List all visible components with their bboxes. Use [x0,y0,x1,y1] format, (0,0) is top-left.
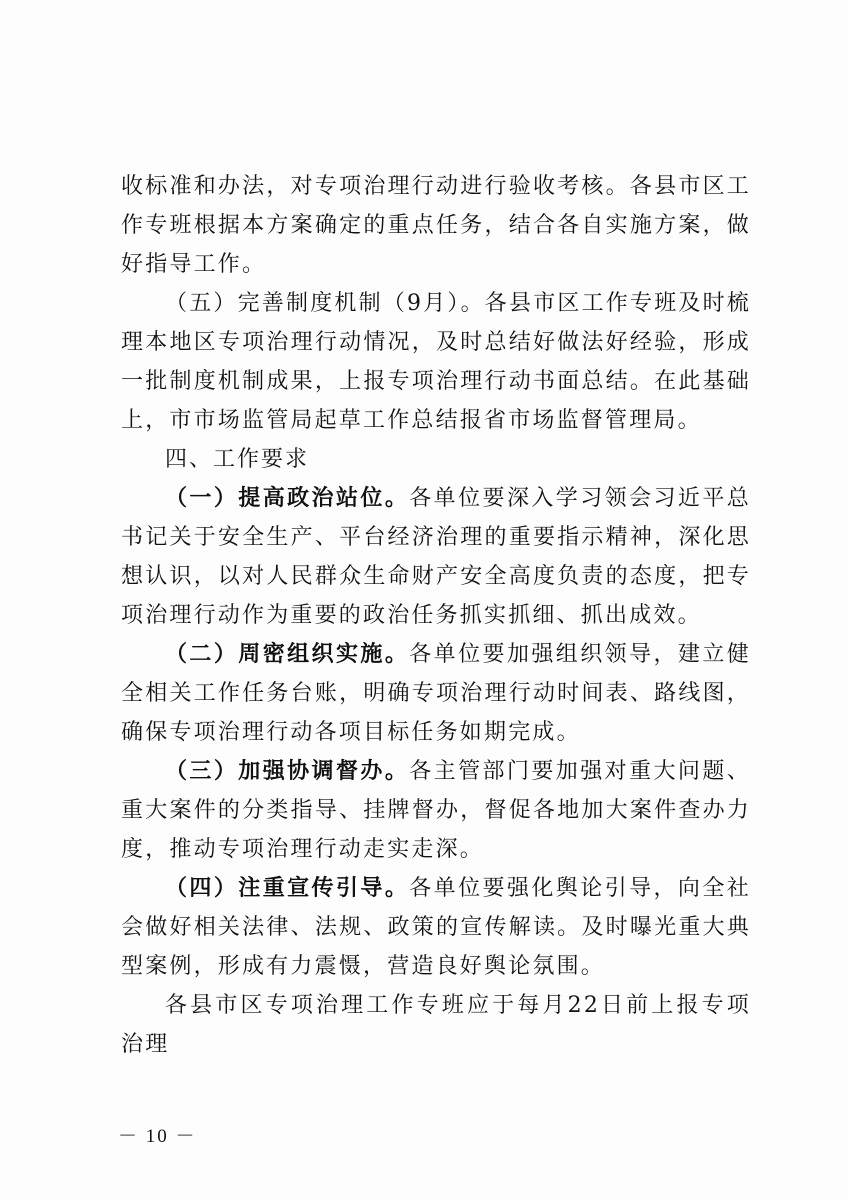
requirement-4-body: 各单位要强化舆论引导，向全社会做好相关法律、法规、政策的宣传解读。及时曝光重大典型案例，形成有力震慑，营造良好舆论氛围。 [121,876,751,979]
requirement-1-body: 各单位要深入学习领会习近平总书记关于安全生产、平台经济治理的重要指示精神，深化思想认识，以对人民群众生命财产安全高度负责的态度，把专项治理行动作为重要的政治任务抓实抓细、抓出成效。 [121,486,751,628]
requirement-2-body: 各单位要加强组织领导，建立健全相关工作任务台账，明确专项治理行动时间表、路线图，确保专项治理行动各项目标任务如期完成。 [121,642,751,745]
requirement-2 [121,635,751,752]
section-heading-work-requirements: 四、工作要求 [165,447,310,472]
paragraph-improve-mechanism: （五）完善制度机制（9月）。各县市区工作专班及时梳理本地区专项治理行动情况，及时总结好做法好经验，形成一批制度机制成果，上报专项治理行动书面总结。在此基础上，市市场监管局起草工作总结报省市场监督管理局。 [121,291,751,433]
requirement-3-lead: （三）加强协调督办。 [165,758,410,784]
document-body [121,167,751,1064]
requirement-1-lead: （一）提高政治站位。 [165,485,410,511]
requirement-3 [121,752,751,869]
requirement-2-lead: （二）周密组织实施。 [165,641,410,667]
paragraph-monthly-report: 各县市区专项治理工作专班应于每月22日前上报专项治理 [121,993,751,1057]
paragraph-acceptance: 收标准和办法，对专项治理行动进行验收考核。各县市区工作专班根据本方案确定的重点任务，结合各自实施方案，做好指导工作。 [121,174,751,277]
requirement-1 [121,479,751,635]
requirement-4-lead: （四）注重宣传引导。 [165,875,410,901]
page-number: － 10 － [118,1126,197,1147]
requirement-3-body: 各主管部门要加强对重大问题、重大案件的分类指导、挂牌督办，督促各地加大案件查办力度，推动专项治理行动走实走深。 [121,759,751,862]
requirement-4 [121,869,751,986]
